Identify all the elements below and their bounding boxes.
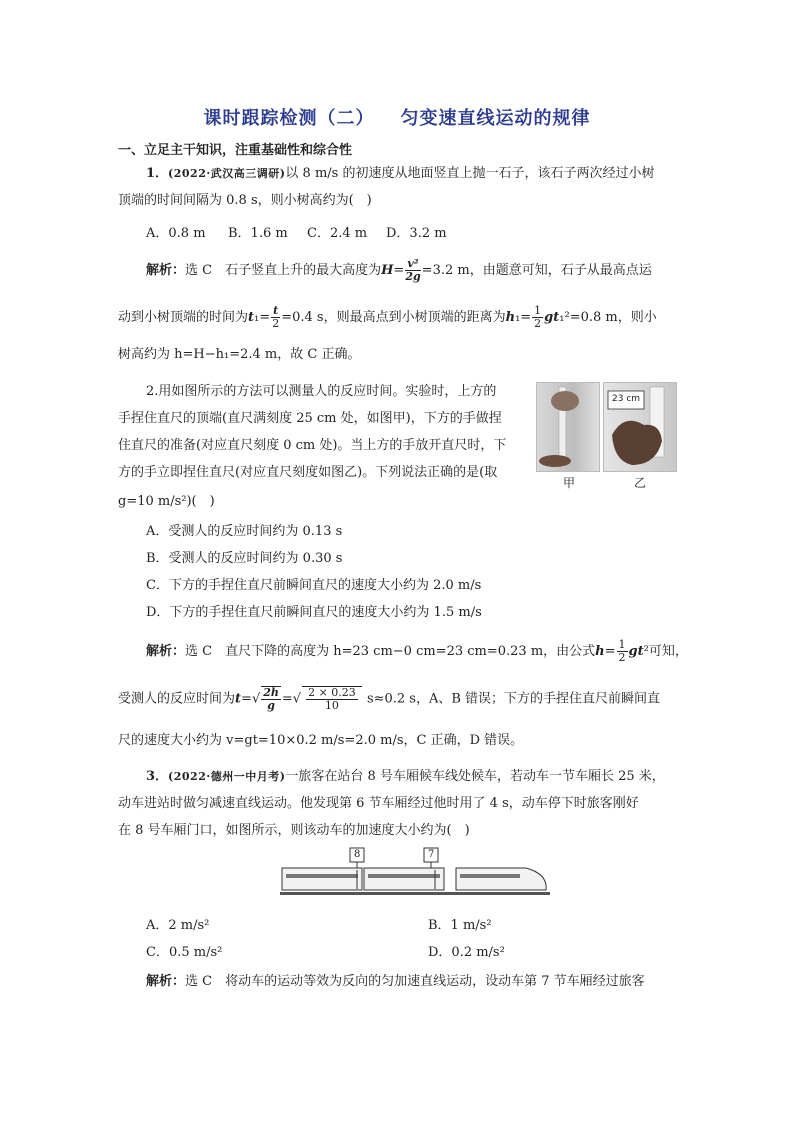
- q1-solution-line3: 树高约为 h=H−h₁=2.4 m，故 C 正确。: [118, 347, 361, 362]
- q1-fraction-v2-2g: $\frac{\text{v²}}{2g}$: [405, 257, 421, 283]
- q1-fraction-half: $\frac{1}{2}$: [534, 304, 542, 330]
- page-title: [0, 104, 794, 130]
- train-diagram: [280, 846, 550, 896]
- q3-line1: 3．(2022·德州一中月考)一旅客在站台 8 号车厢候车线处候车，若动车一节车厢长 25 米，: [146, 769, 665, 784]
- q1-option-b: B．1.6 m: [228, 226, 288, 241]
- q1-source: (2022·武汉高三调研): [168, 167, 286, 180]
- q1-option-c: C．2.4 m: [307, 226, 368, 241]
- q2-line5: g=10 m/s²)( ): [118, 494, 215, 509]
- q1-option-a: A．0.8 m: [146, 226, 206, 241]
- q2-solution-line1: 解析：选 C 直尺下降的高度为 h=23 cm−0 cm=23 cm=0.23 m，由公式h= $\frac{1}{2}$ gt²可知，: [146, 638, 688, 664]
- figure-label-a: 甲: [563, 476, 576, 490]
- ruler-reading-note: 23 cm: [612, 394, 641, 404]
- q1-line2: 顶端的时间间隔为 0.8 s，则小树高约为( ): [118, 193, 372, 208]
- q2-line4: 方的手立即捏住直尺(对应直尺刻度如图乙)。下列说法正确的是(取: [118, 465, 498, 480]
- q2-option-a: A．受测人的反应时间约为 0.13 s: [146, 524, 343, 539]
- q2-line2: 手捏住直尺的顶端(直尺满刻度 25 cm 处，如图甲)，下方的手做捏: [118, 411, 502, 426]
- q3-source: (2022·德州一中月考): [168, 770, 286, 783]
- q3-solution-line1: 解析：选 C 将动车的运动等效为反向的匀加速直线运动，设动车第 7 节车厢经过旅客: [146, 974, 645, 989]
- q2-option-b: B．受测人的反应时间约为 0.30 s: [146, 551, 343, 566]
- q2-fraction-half: $\frac{1}{2}$: [618, 638, 626, 664]
- section-heading: 一、立足主干知识，注重基础性和综合性: [118, 143, 353, 158]
- q2-sqrt-numeric: √ $\frac{2 \times 0.23}{10}$: [293, 686, 363, 712]
- q2-solution-line2: 受测人的反应时间为t=√ $\frac{2h}{g}$ =√ $\frac{2 \times 0.23}{10}$ s≈0.2 s，A、B 错误；下方的手捏住直尺前瞬间直: [118, 686, 661, 712]
- q2-option-d: D．下方的手捏住直尺前瞬间直尺的速度大小约为 1.5 m/s: [146, 605, 482, 620]
- q2-solution-line3: 尺的速度大小约为 v=gt=10×0.2 m/s=2.0 m/s，C 正确，D 错误。: [118, 733, 524, 748]
- title-part1: 课时跟踪检测（二）: [203, 108, 375, 129]
- figure-label-b: 乙: [634, 476, 647, 490]
- ruler-photo-a: [536, 382, 600, 472]
- q1-option-d: D．3.2 m: [386, 226, 447, 241]
- q3-line2: 动车进站时做匀减速直线运动。他发现第 6 节车厢经过他时用了 4 s，动车停下时旅客刚好: [118, 796, 639, 811]
- q1-line1: 1．(2022·武汉高三调研)以 8 m/s 的初速度从地面竖直上抛一石子，该石子两次经过小树: [146, 166, 655, 181]
- q2-line3: 住直尺的准备(对应直尺刻度 0 cm 处)。当上方的手放开直尺时，下: [118, 438, 507, 453]
- title-part2: 匀变速直线运动的规律: [400, 108, 591, 129]
- hand-top-icon: [537, 383, 599, 471]
- train-icon: [280, 846, 550, 896]
- car-label-8: 8: [354, 849, 361, 860]
- car-label-7: 7: [428, 849, 435, 860]
- q3-option-d: D．0.2 m/s²: [428, 945, 505, 960]
- q3-option-b: B．1 m/s²: [428, 918, 492, 933]
- q2-option-c: C．下方的手捏住直尺前瞬间直尺的速度大小约为 2.0 m/s: [146, 578, 482, 593]
- q1-fraction-t-2: $\frac{t}{2}$: [272, 304, 280, 330]
- q2-sqrt-2h-g: √ $\frac{2h}{g}$: [251, 686, 279, 712]
- q1-solution-line1: 解析：选 C 石子竖直上升的最大高度为H= $\frac{\text{v²}}{2g}$ =3.2 m，由题意可知，石子从最高点运: [146, 257, 652, 283]
- q1-solution-line2: 动到小树顶端的时间为t₁= $\frac{t}{2}$ =0.4 s，则最高点到小树顶端的距离为h₁= $\frac{1}{2}$ gt₁²=0.8 m，则小: [118, 304, 657, 330]
- q3-line3: 在 8 号车厢门口，如图所示，则该动车的加速度大小约为( ): [118, 823, 470, 838]
- q2-line1: 2.用如图所示的方法可以测量人的反应时间。实验时，上方的: [146, 384, 497, 399]
- q3-option-a: A．2 m/s²: [146, 918, 210, 933]
- ruler-photo-b: [603, 382, 677, 472]
- q3-option-c: C．0.5 m/s²: [146, 945, 223, 960]
